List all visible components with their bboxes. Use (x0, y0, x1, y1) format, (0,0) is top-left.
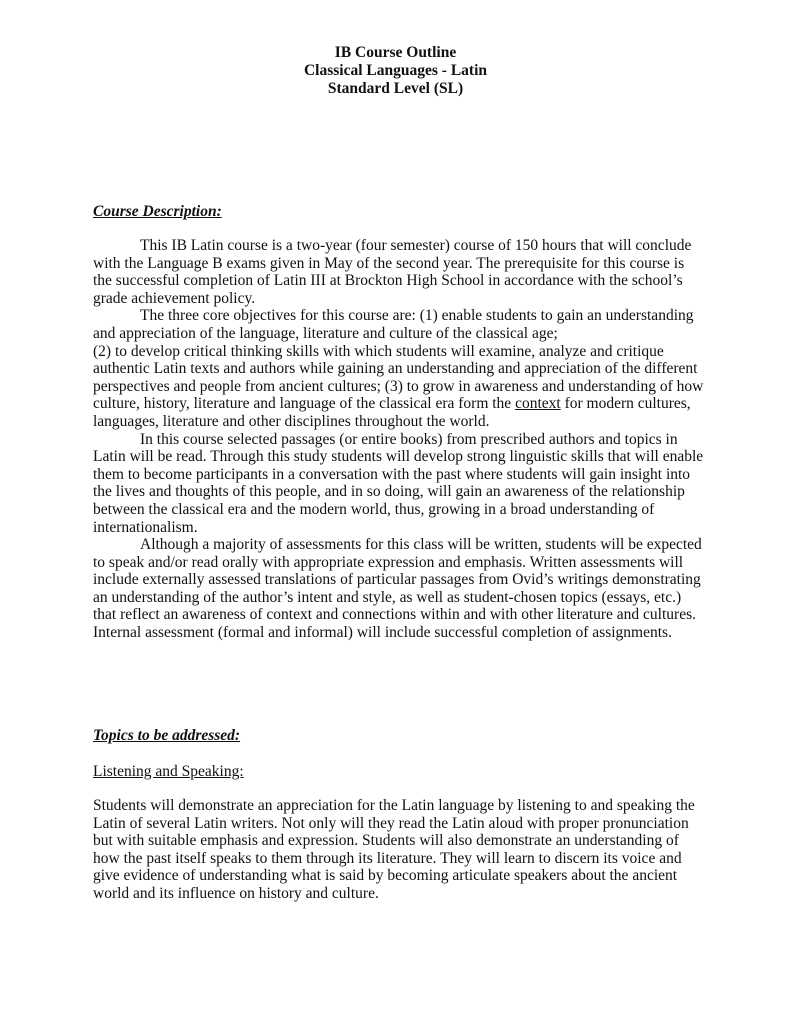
course-description-heading: Course Description: (93, 203, 222, 220)
objectives-text-end: for modern cultures, languages, literature and other disciplines throughout the world. (93, 395, 691, 430)
listening-speaking-body (93, 797, 705, 903)
topics-heading: Topics to be addressed: (93, 727, 241, 744)
title-line-1: IB Course Outline (334, 44, 457, 61)
listening-speaking-paragraph: Students will demonstrate an appreciation for the Latin language by listening to and speaking the Latin of several Latin writers. Not only will they read the Latin aloud with proper pronunciation but with suitable emphasis and expression. Students will also demonstrate an understanding of how the past itself speaks to them through its literature. They will learn to discern its voice and give evidence of understanding what is said by becoming articulate speakers about the ancient world and its influence on history and culture. (93, 797, 695, 902)
objectives-text-start: (2) to develop critical thinking skills with which students will examine, analyze and critique authentic Latin texts and authors while gaining an understanding and appreciation of the different perspectives and people from ancient cultures; (3) to grow in awareness and understanding of how culture, history, literature and language of the classical era form the (93, 342, 704, 413)
document-title (0, 44, 791, 98)
listening-speaking-subheading: Listening and Speaking: (93, 763, 244, 780)
description-paragraph-3: In this course selected passages (or entire books) from prescribed authors and topics in Latin will be read. Through this study students will develop strong linguistic skills that will enable them to become participants in a conversation with the past where students will gain insight into the lives and thoughts of this people, and in so doing, will gain an awareness of the relationship between the classical era and the modern world, thus, growing in a broad understanding of internationalism. (93, 430, 704, 536)
description-paragraph-4: Although a majority of assessments for this class will be written, students will be expected to speak and/or read orally with appropriate expression and emphasis. Written assessments will include externally assessed translations of particular passages from Ovid’s writings demonstrating an understanding of the author’s intent and style, as well as student-chosen topics (essays, etc.) that reflect an awareness of context and connections within and with other literature and cultures. Internal assessment (formal and informal) will include successful completion of assignments. (93, 536, 702, 642)
context-underlined-word: context (515, 395, 561, 413)
description-paragraph-2a: The three core objectives for this course are: (1) enable students to gain an understanding and appreciation of the language, literature and culture of the classical age; (93, 307, 694, 342)
description-paragraph-1: This IB Latin course is a two-year (four semester) course of 150 hours that will conclude with the Language B exams given in May of the second year. The prerequisite for this course is the successful completion of Latin III at Brockton High School in accordance with the school’s grade achievement policy. (93, 237, 692, 307)
description-paragraph-2b (93, 343, 705, 431)
title-line-3: Standard Level (SL) (327, 80, 464, 97)
course-description-body (93, 237, 705, 642)
title-line-2: Classical Languages - Latin (303, 62, 487, 79)
